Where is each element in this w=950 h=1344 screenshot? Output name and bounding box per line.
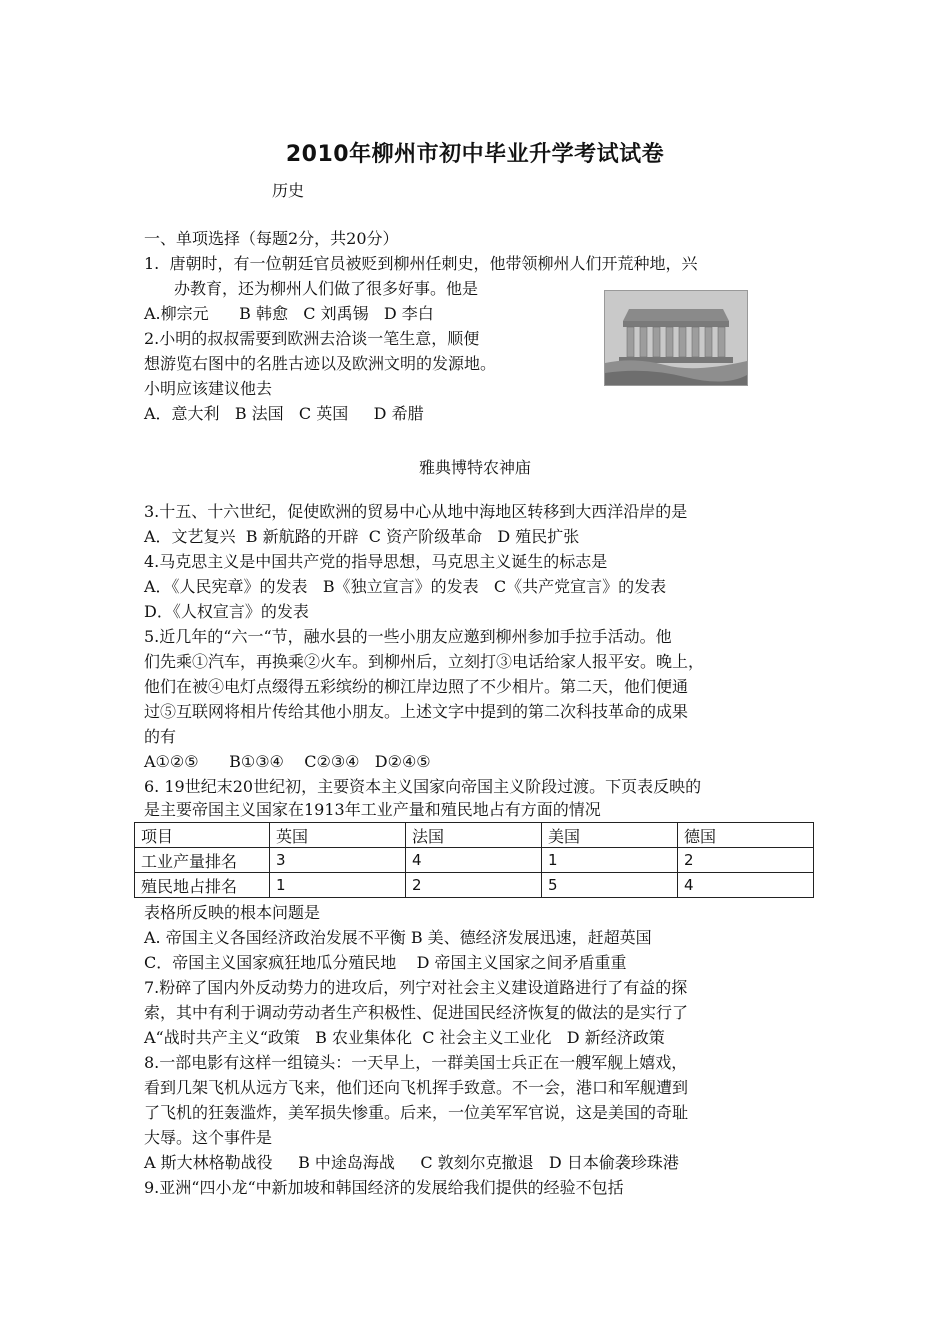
- question-9-line: 9.亚洲“四小龙“中新加坡和韩国经济的发展给我们提供的经验不包括: [144, 1178, 624, 1197]
- question-5-line: 们先乘①汽车，再换乘②火车。到柳州后，立刻打③电话给家人报平安。晚上，: [144, 652, 705, 671]
- question-2-line: 想游览右图中的名胜古迹以及欧洲文明的发源地。: [144, 354, 497, 373]
- exam-title: 2010年柳州市初中毕业升学考试试卷: [285, 142, 665, 167]
- table-cell: 1: [541, 848, 677, 873]
- question-5-line: 5.近几年的“六一“节，融水县的一些小朋友应邀到柳州参加手拉手活动。他: [144, 627, 672, 646]
- table-row: [135, 848, 814, 873]
- question-1-options: A.柳宗元 B 韩愈 C 刘禹锡 D 李白: [144, 304, 434, 323]
- table-cell: 美国: [541, 823, 677, 848]
- image-caption: 雅典博特农神庙: [418, 458, 531, 477]
- question-5-line: 的有: [144, 727, 177, 746]
- parthenon-photo: [604, 290, 748, 386]
- table-cell: 德国: [677, 823, 813, 848]
- table-cell: 殖民地占排名: [135, 873, 270, 898]
- question-2-options: A．意大利 B 法国 C 英国 D 希腊: [144, 404, 424, 423]
- question-7-options: A“战时共产主义“政策 B 农业集体化 C 社会主义工业化 D 新经济政策: [144, 1028, 665, 1047]
- question-2-line: 2.小明的叔叔需要到欧洲去洽谈一笔生意，顺便: [144, 329, 480, 348]
- question-6-line: 6. 19世纪末20世纪初，主要资本主义国家向帝国主义阶段过渡。下页表反映的: [144, 777, 702, 796]
- table-cell: 1: [270, 873, 406, 898]
- question-6-options: A. 帝国主义各国经济政治发展不平衡 B 美、德经济发展迅速，赶超英国: [144, 928, 652, 947]
- question-7-line: 索，其中有利于调动劳动者生产积极性、促进国民经济恢复的做法的是实行了: [144, 1003, 689, 1022]
- table-cell: 法国: [405, 823, 541, 848]
- table-cell: 3: [270, 848, 406, 873]
- question-6-line: 表格所反映的根本问题是: [144, 903, 321, 922]
- question-5-options: A①②⑤ B①③④ C②③④ D②④⑤: [144, 752, 431, 771]
- question-4-options: D．《人权宣言》的发表: [144, 602, 309, 621]
- question-3-options: A．文艺复兴 B 新航路的开辟 C 资产阶级革命 D 殖民扩张: [144, 527, 580, 546]
- table-cell: 4: [677, 873, 813, 898]
- question-5-line: 过⑤互联网将相片传给其他小朋友。上述文字中提到的第二次科技革命的成果: [144, 702, 689, 721]
- question-8-options: A 斯大林格勒战役 B 中途岛海战 C 敦刻尔克撤退 D 日本偷袭珍珠港: [144, 1153, 679, 1172]
- table-header-row: [135, 823, 814, 848]
- subject-label: 历史: [272, 181, 305, 200]
- table-cell: 2: [677, 848, 813, 873]
- question-6-options: C．帝国主义国家疯狂地瓜分殖民地 D 帝国主义国家之间矛盾重重: [144, 953, 627, 972]
- question-8-line: 大辱。这个事件是: [144, 1128, 273, 1147]
- question-6-line: 是主要帝国主义国家在1913年工业产量和殖民地占有方面的情况: [144, 800, 601, 819]
- question-8-line: 了飞机的狂轰滥炸，美军损失惨重。后来，一位美军军官说，这是美国的奇耻: [144, 1103, 689, 1122]
- question-5-line: 他们在被④电灯点缀得五彩缤纷的柳江岸边照了不少相片。第二天，他们便通: [144, 677, 689, 696]
- question-1-line: 办教育，还为柳州人们做了很多好事。他是: [174, 279, 479, 298]
- question-8-line: 8.一部电影有这样一组镜头：一天早上，一群美国士兵正在一艘军舰上嬉戏，: [144, 1053, 688, 1072]
- table-cell: 5: [541, 873, 677, 898]
- industry-colony-table: [134, 822, 814, 898]
- table-cell: 2: [405, 873, 541, 898]
- question-4-line: 4.马克思主义是中国共产党的指导思想，马克思主义诞生的标志是: [144, 552, 608, 571]
- question-4-options: A．《人民宪章》的发表 B《独立宣言》的发表 C《共产党宣言》的发表: [144, 577, 667, 596]
- question-2-line: 小明应该建议他去: [144, 379, 273, 398]
- section-header: 一、单项选择（每题2分，共20分）: [144, 229, 399, 248]
- question-8-line: 看到几架飞机从远方飞来，他们还向飞机挥手致意。不一会，港口和军舰遭到: [144, 1078, 689, 1097]
- table-cell: 工业产量排名: [135, 848, 270, 873]
- question-7-line: 7.粉碎了国内外反动势力的进攻后，列宁对社会主义建设道路进行了有益的探: [144, 978, 688, 997]
- table-cell: 4: [405, 848, 541, 873]
- table-row: [135, 873, 814, 898]
- table-cell: 英国: [270, 823, 406, 848]
- question-3-line: 3.十五、十六世纪，促使欧洲的贸易中心从地中海地区转移到大西洋沿岸的是: [144, 502, 688, 521]
- table-cell: 项目: [135, 823, 270, 848]
- question-1-line: 1. 唐朝时，有一位朝廷官员被贬到柳州任刺史，他带领柳州人们开荒种地，兴: [144, 254, 698, 273]
